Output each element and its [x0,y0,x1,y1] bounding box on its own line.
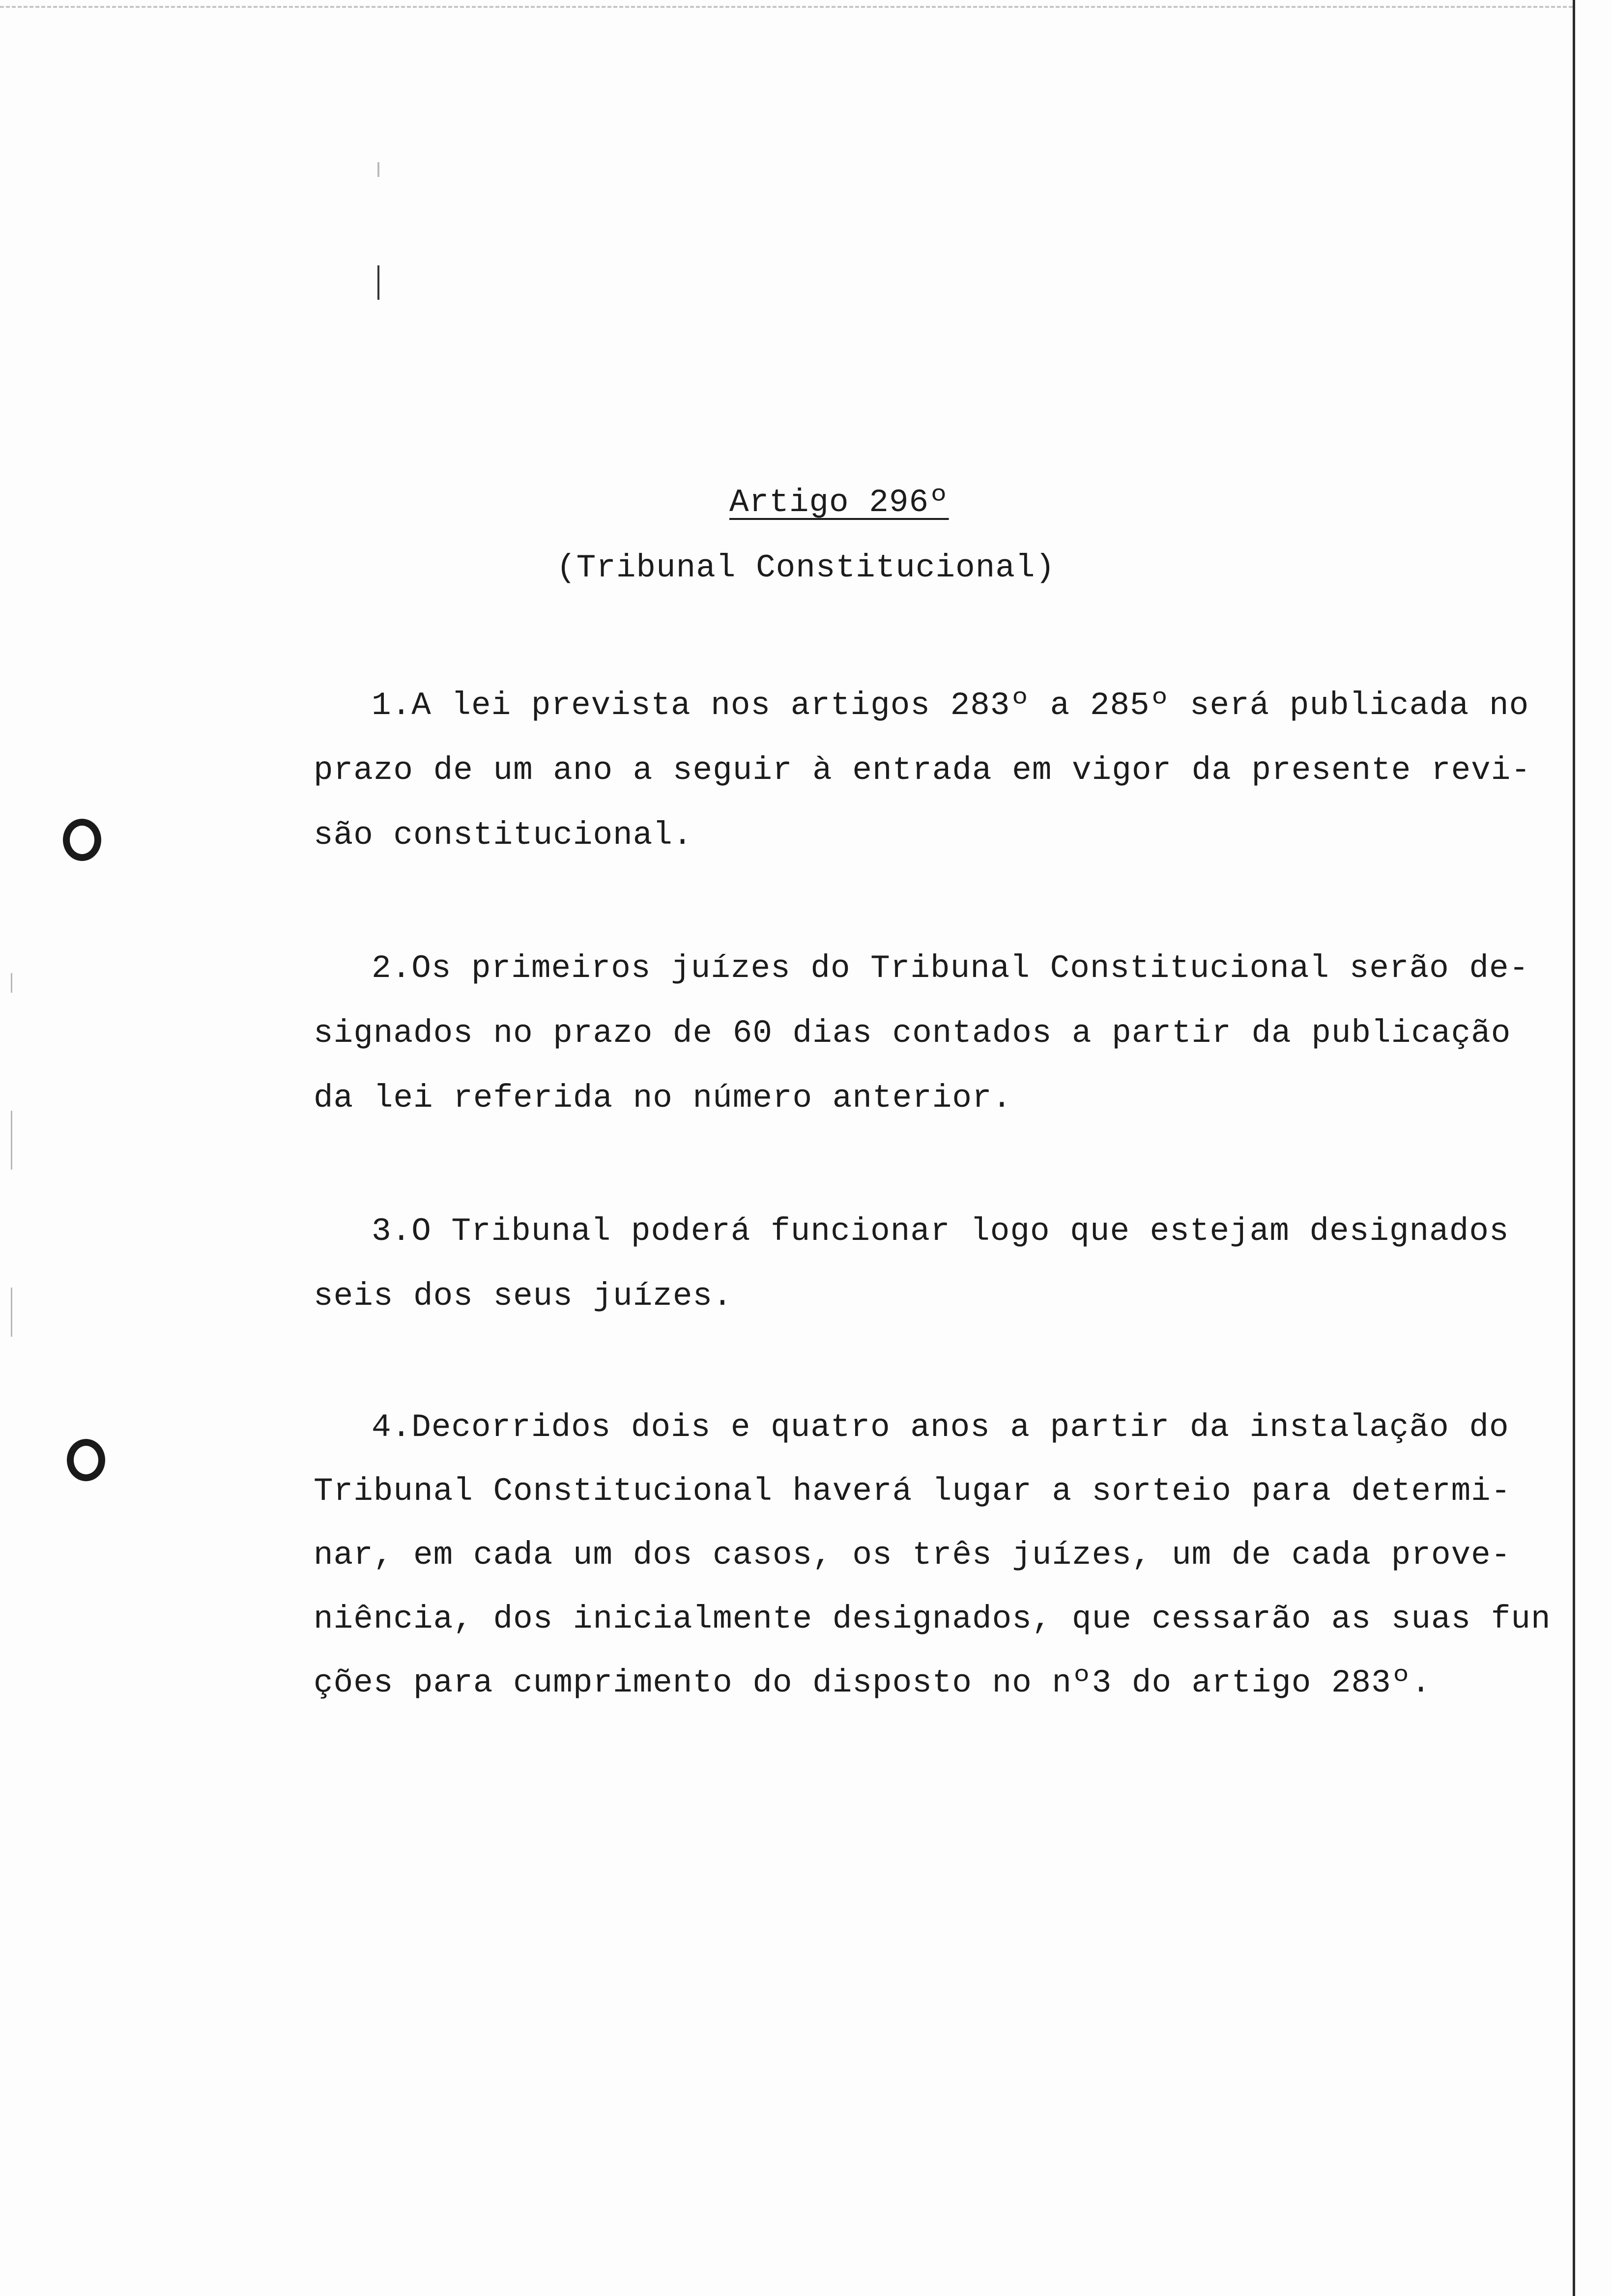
paragraph-line: Tribunal Constitucional haverá lugar a sorteio para determi- [314,1473,1511,1510]
scan-speck [11,973,12,993]
paragraph-line: signados no prazo de 60 dias contados a partir da publicação [314,1015,1511,1052]
scan-top-edge [0,6,1573,8]
paragraph-line: da lei referida no número anterior. [314,1080,1012,1117]
paragraph-line: 2.Os primeiros juízes do Tribunal Constitucional serão de- [372,950,1529,987]
paragraph-line: nar, em cada um dos casos, os três juízes, um de cada prove- [314,1537,1511,1574]
punch-hole-icon [63,819,101,861]
paragraph-line: ções para cumprimento do disposto no nº3 do artigo 283º. [314,1665,1431,1701]
paragraph-line: seis dos seus juízes. [314,1278,733,1315]
paragraph-3 [314,1199,1513,1329]
article-subtitle: (Tribunal Constitucional) [556,549,1056,586]
paragraph-line: 4.Decorridos dois e quatro anos a partir da instalação do [372,1409,1509,1446]
article-title: Artigo 296º [729,484,949,521]
paragraph-1 [314,673,1531,868]
paragraph-line: prazo de um ano a seguir à entrada em vigor da presente revi- [314,752,1531,789]
scan-right-edge-rule [1573,0,1575,2296]
paragraph-2 [314,936,1529,1131]
scan-stray-mark [377,162,379,177]
paragraph-4 [314,1396,1551,1715]
scan-speck [11,1111,12,1170]
scan-stray-mark [377,265,379,300]
punch-hole-icon [67,1439,105,1481]
paragraph-line: 3.O Tribunal poderá funcionar logo que estejam designados [372,1213,1509,1250]
paragraph-line: niência, dos inicialmente designados, que cessarão as suas fun [314,1601,1551,1637]
scan-speck [11,1288,12,1337]
paragraph-line: 1.A lei prevista nos artigos 283º a 285º será publicada no [372,687,1529,724]
paragraph-line: são constitucional. [314,817,693,854]
